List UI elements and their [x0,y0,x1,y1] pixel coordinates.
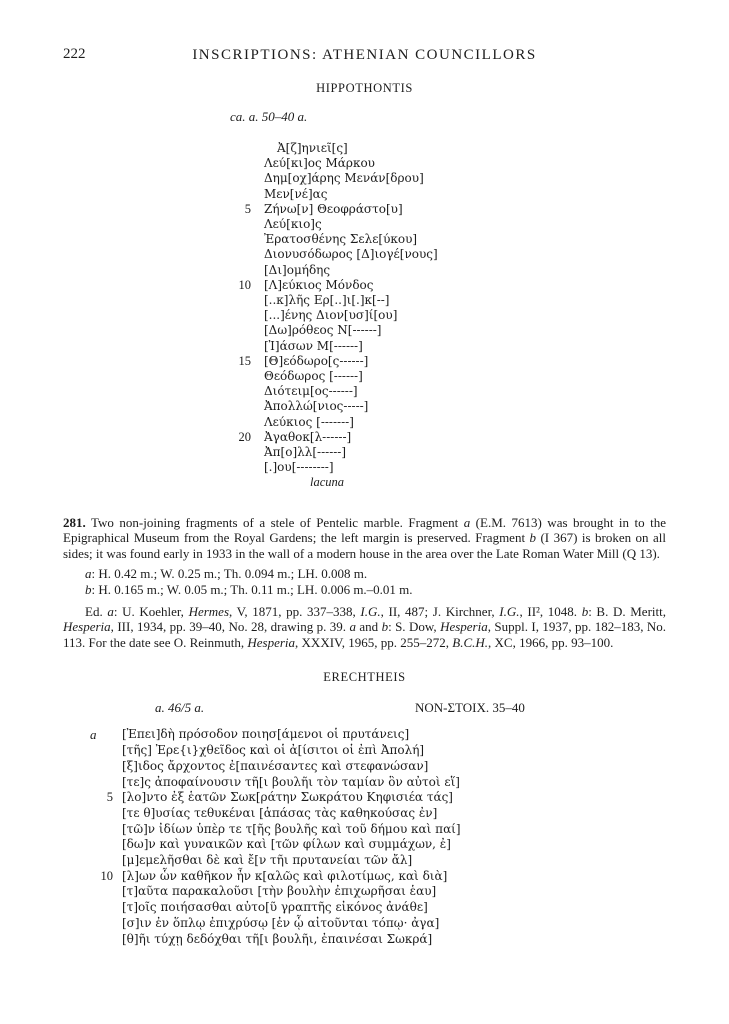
erechtheis-date-row [0,700,729,716]
line-number [94,727,122,743]
section-heading-hippothontis: HIPPOTHONTIS [316,81,413,95]
inscription-line [94,727,729,743]
inscription-line [228,415,729,430]
line-text: Ἀ[ζ]ηνιεῖ[ς] [277,141,348,155]
entry-281-dimensions [0,566,729,597]
inscription-line [228,308,729,323]
inscription-line [94,884,729,900]
line-text: [τ]οῖς ποιήσασθαι αὐτο[ῦ γραπτῆς εἰκόνος ἀνάθε] [122,900,428,915]
line-text: Λεύκιος [-------] [264,414,354,429]
inscription-line [228,430,729,445]
inscription-line [94,775,729,791]
line-number [228,293,264,308]
line-text: [ξ]ιδος ἄρχοντος ἐ[παινέσαντες καὶ στεφανώσαν] [122,758,429,773]
line-text: [θ]ῆι τύχῃ δεδόχθαι τῆ[ι βουλῆι, ἐπαινέσαι Σωκρά] [122,931,433,946]
line-number [228,384,264,399]
inscription-line [94,743,729,759]
dimensions-fragment-b: b: H. 0.165 m.; W. 0.05 m.; Th. 0.11 m.; LH. 0.006 m.–0.01 m. [85,582,413,598]
dimensions-fragment-a: a: H. 0.42 m.; W. 0.25 m.; Th. 0.094 m.; LH. 0.008 m. [85,566,368,582]
line-number [228,460,264,475]
line-number [94,884,122,900]
entry-281-editions: Ed. a: U. Koehler, Hermes, V, 1871, pp. 337–338, I.G., II, 487; J. Kirchner, I.G., II², 1048. b: B. D. Meritt, Hesperia, III, 1934, pp. 39–40, No. 28, drawing p. 39. a and b: S. Dow, Hesperia, Suppl. I, 1937, pp. 182–183, No. 113. For the date see O. Reinmuth, Hesperia, XXXIV, 1965, pp. 255–272, B.C.H., XC, 1966, pp. 93–100. [63,603,666,650]
line-number [228,171,264,186]
line-number [228,369,264,384]
line-number [94,775,122,791]
entry-281-description: 281. Two non-joining fragments of a stele of Pentelic marble. Fragment a (E.M. 7613) was brought in to the Epigraphical Museum from the Royal Gardens; the left margin is preserved. Fragment b (I 367) is broken on all sides; it was found early in 1933 in the wall of a modern house in the area over the Late Roman Water Mill (Q 13). [63,514,667,561]
line-text: Ἀγαθοκ[λ------] [264,429,352,444]
line-text: [...]ένης Διον[υσ]ί[ου] [264,308,398,323]
line-number [94,759,122,775]
line-number: 20 [238,429,251,444]
inscription-line [228,460,729,475]
line-text: [μ]εμελῆσθαι δὲ καὶ ἔ[ν τῆι πρυτανείαι τῶν ἄλ] [122,853,413,868]
inscription-line [94,806,729,822]
line-number [228,308,264,323]
inscription-lines [94,727,729,947]
inscription-line [228,141,729,156]
line-text: Μεν[νέ]ας [264,186,328,201]
line-text: [τε θ]υσίας τεθυκέναι [ἁπάσας τὰς καθηκούσας ἐν] [122,805,438,820]
line-number [228,263,264,278]
inscription-line [94,869,729,885]
line-number [94,837,122,853]
inscription-line [228,354,729,369]
line-text: Λεύ[κιο]ς [264,217,322,232]
inscription-line [94,822,729,838]
line-text: Ἐρατοσθένης Σελε[ύκου] [264,232,418,247]
line-text: Θεόδωρος [------] [264,369,363,384]
line-number [228,339,264,354]
line-text: [Ἰ]άσων Μ[------] [264,338,363,353]
line-text: Ζήνω[ν] Θεοφράστο[υ] [264,201,403,216]
line-number [94,806,122,822]
inscription-line [228,171,729,186]
line-number [228,156,264,171]
line-number [228,399,264,414]
line-text: [..κ]λῆς Ερ[..]ι[.]κ[--] [264,293,390,308]
line-text: [Θ]εόδωρο[ς------] [264,353,369,368]
inscription-line [94,837,729,853]
line-text: [λ]ων ὧν καθῆκον ἦν κ[αλῶς καὶ φιλοτίμως, καὶ διὰ] [122,868,448,883]
line-text: Ἀπ[ο]λλ[------] [264,445,347,460]
fragment-label: a [90,727,97,743]
inscription-line [228,217,729,232]
line-number [94,932,122,948]
line-text: Διότειμ[ος------] [264,384,358,399]
line-number [94,743,122,759]
line-text: Δημ[οχ]άρης Μενάν[δρου] [264,171,424,186]
line-text: [τῆς] Ἐρε{ι}χθεῖδος καὶ οἱ ἀ[ίσιτοι οἱ ἐπὶ Ἀπολή] [122,743,425,758]
page-number: 222 [63,46,86,62]
line-number: 10 [100,868,113,883]
inscription-line [228,323,729,338]
line-number: 10 [238,277,251,292]
line-number [228,247,264,262]
line-number [228,232,264,247]
line-text: [δω]ν καὶ γυναικῶν καὶ [τῶν φίλων καὶ συμμάχων, ἐ] [122,837,451,852]
hippothontis-date: ca. a. 50–40 a. [230,109,308,124]
inscription-line [94,932,729,948]
line-number [228,187,264,202]
hippothontis-inscription [228,141,729,491]
line-number [94,853,122,869]
line-number [228,323,264,338]
inscription-line [94,759,729,775]
inscription-line [228,263,729,278]
line-number [228,445,264,460]
running-head-row [0,46,729,64]
line-text: [Δω]ρόθεος Ν[------] [264,323,382,338]
inscription-line [94,916,729,932]
inscription-line [228,339,729,354]
inscription-line [228,202,729,217]
inscription-line [228,232,729,247]
line-text: Λεύ[κι]ος Μάρκου [264,156,375,171]
inscription-line [228,278,729,293]
line-text: Διονυσόδωρος [Δ]ιογέ[νους] [264,247,438,262]
line-text: [Λ]εύκιος Μόνδος [264,277,374,292]
line-number [228,415,264,430]
line-number: 5 [106,790,113,805]
line-number: 15 [238,353,251,368]
inscription-line [228,445,729,460]
inscription-line [228,399,729,414]
inscription-line [228,293,729,308]
line-number: 5 [244,201,251,216]
line-text: [Ἐπει]δὴ πρόσοδον ποιησ[άμενοι οἱ πρυτάνεις] [122,727,410,742]
stoichedon-note: NON-ΣΤΟΙΧ. 35–40 [415,700,525,716]
line-text: [τε]ς ἀποφαίνουσιν τῆ[ι βουλῆι τὸν ταμίαν ὃν αὐτοὶ εἵ] [122,774,460,789]
line-text: Ἀπολλώ[νιος-----] [264,399,369,414]
inscription-line [228,156,729,171]
inscription-line [228,247,729,262]
erechtheis-inscription [90,727,729,947]
line-text: [Δι]ομήδης [264,262,331,277]
inscription-line [94,853,729,869]
inscription-lines [228,141,729,475]
line-number [228,217,264,232]
inscription-line [228,187,729,202]
lacuna-label: lacuna [310,475,345,490]
line-number [94,916,122,932]
line-text: [σ]ιν ἐν ὅπλῳ ἐπιχρύσῳ [ἐν ᾧ αἰτοῦνται τόπῳ· ἀγα] [122,915,440,930]
erechtheis-date: a. 46/5 a. [155,700,205,716]
line-text: [τ]αῦτα παρακαλοῦσι [τὴν βουλὴν ἐπιχωρῆσαι ἑαυ] [122,884,437,899]
line-text: [.]ου[--------] [264,460,334,475]
line-text: [τῶ]ν ἰδίων ὑπὲρ τε τ[ῆς βουλῆς καὶ τοῦ δήμου καὶ παί] [122,821,461,836]
inscription-line [228,384,729,399]
inscription-line [94,790,729,806]
line-text: [λο]ντο ἐξ ἑατῶν Σωκ[ράτην Σωκράτου Κηφισιέα τάς] [122,790,453,805]
line-number [94,900,122,916]
inscription-line [228,369,729,384]
line-number [228,141,264,156]
line-number [94,822,122,838]
section-heading-erechtheis: ERECHTHEIS [323,670,406,685]
inscription-line [94,900,729,916]
running-head-title: INSCRIPTIONS: ATHENIAN COUNCILLORS [192,47,537,63]
